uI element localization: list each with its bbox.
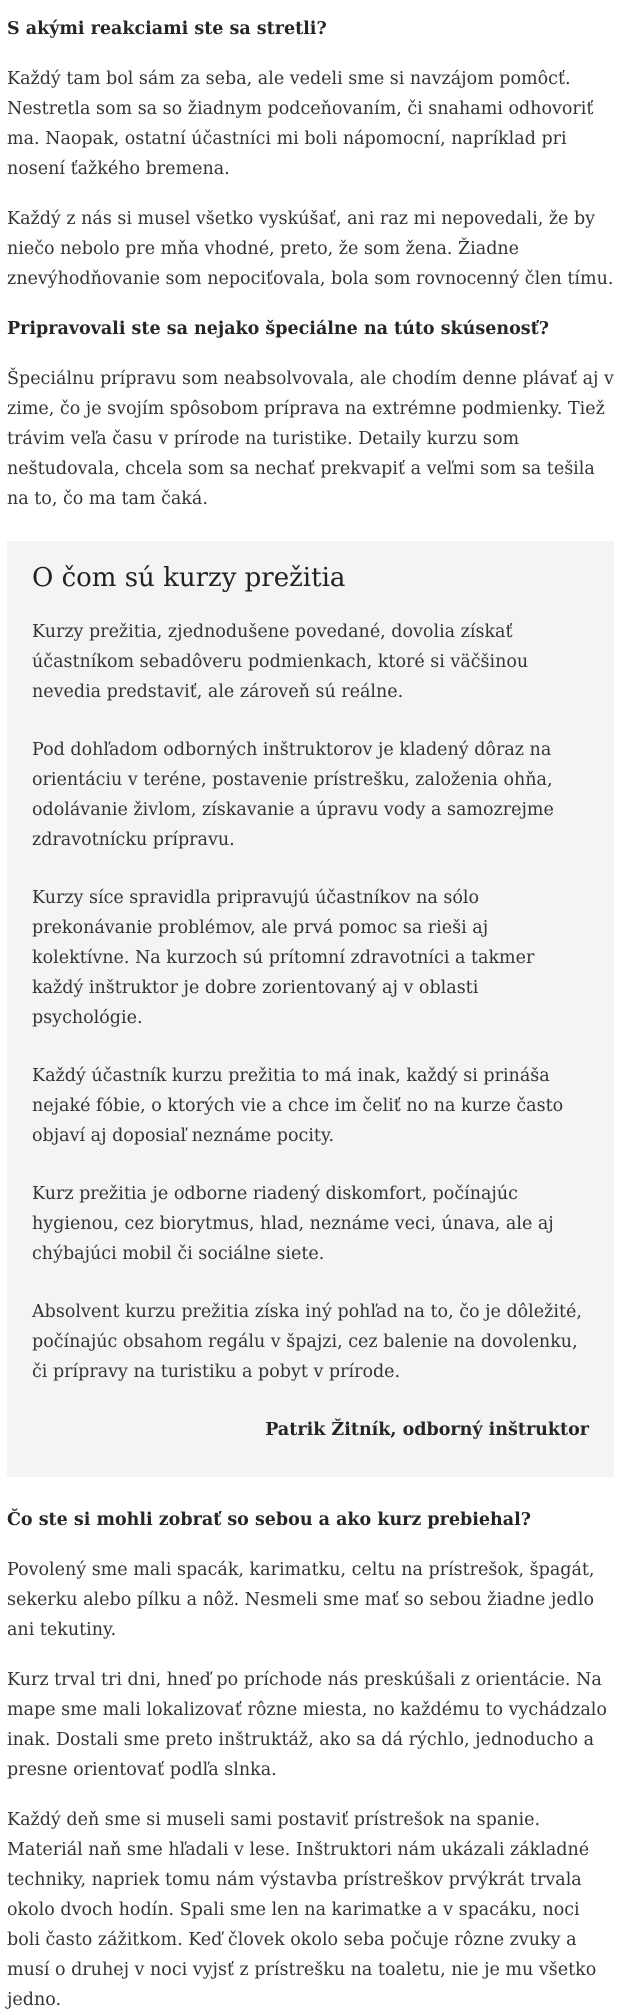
- info-box-title: O čom sú kurzy prežitia: [32, 563, 346, 593]
- info-box-signature: Patrik Žitník, odborný inštruktor: [265, 1420, 589, 1440]
- interview-question: S akými reakciami ste sa stretli?: [7, 19, 327, 39]
- info-box: [7, 541, 614, 1477]
- interview-question: Čo ste si mohli zobrať so sebou a ako kurz prebiehal?: [7, 1510, 531, 1530]
- info-box-paragraph: Každý účastník kurzu prežitia to má inak, každý si prináša nejaké fóbie, o ktorých vie a chce im čeliť no na kurze často objaví aj doposiaľ neznáme pocity.: [32, 1066, 564, 1146]
- info-box-paragraph: Pod dohľadom odborných inštruktorov je kladený dôraz na orientáciu v teréne, postavenie prístrešku, založenia ohňa, odolávanie živlom, získavanie a úpravu vody a samozrejme zdravotnícku prípravu.: [32, 740, 554, 850]
- answer-paragraph: Povolený sme mali spacák, karimatku, celtu na prístrešok, špagát, sekerku alebo pílku a nôž. Nesmeli sme mať so sebou žiadne jedlo ani tekutiny.: [7, 1560, 595, 1640]
- answer-paragraph: Každý tam bol sám za seba, ale vedeli sme si navzájom pomôcť. Nestretla som sa so žiadnym podceňovaním, či snahami odhovoriť ma. Naopak, ostatní účastníci mi boli nápomocní, napríklad pri nosení ťažkého bremena.: [7, 69, 594, 179]
- info-box-paragraph: Kurzy prežitia, zjednodušene povedané, dovolia získať účastníkom sebadôveru podmienkach, ktoré si väčšinou nevedia predstaviť, ale zároveň sú reálne.: [32, 622, 529, 702]
- answer-paragraph: Každý z nás si musel všetko vyskúšať, ani raz mi nepovedali, že by niečo nebolo pre mňa vhodné, preto, že som žena. Žiadne znevýhodňovanie som nepociťovala, bola som rovnocenný člen tímu.: [7, 209, 614, 289]
- info-box-paragraph: Absolvent kurzu prežitia získa iný pohľad na to, čo je dôležité, počínajúc obsahom regálu v špajzi, cez balenie na dovolenku, či prípravy na turistiku a pobyt v prírode.: [32, 1302, 582, 1382]
- answer-paragraph: Každý deň sme si museli sami postaviť prístrešok na spanie. Materiál naň sme hľadali v lese. Inštruktori nám ukázali základné techniky, napriek tomu nám výstavba prístreškov prvýkrát trvala okolo dvoch hodín. Spali sme len na karimatke a v spacáku, noci boli často zážitkom. Keď človek okolo seba počuje rôzne zvuky a musí o druhej v noci vyjsť z prístrešku na toaletu, nie je mu všetko jedno.: [7, 1810, 597, 2010]
- answer-paragraph: Špeciálnu prípravu som neabsolvovala, ale chodím denne plávať aj v zime, čo je svojím spôsobom príprava na extrémne podmienky. Tiež trávim veľa času v prírode na turistike. Detaily kurzu som neštudovala, chcela som sa nechať prekvapiť a veľmi som sa tešila na to, čo ma tam čaká.: [7, 369, 614, 509]
- answer-paragraph: Kurz trval tri dni, hneď po príchode nás preskúšali z orientácie. Na mape sme mali lokalizovať rôzne miesta, no každému to vychádzalo inak. Dostali sme preto inštruktáž, ako sa dá rýchlo, jednoducho a presne orientovať podľa slnka.: [7, 1670, 607, 1780]
- interview-question: Pripravovali ste sa nejako špeciálne na túto skúsenosť?: [7, 319, 549, 339]
- info-box-paragraph: Kurzy síce spravidla pripravujú účastníkov na sólo prekonávanie problémov, ale prvá pomoc sa rieši aj kolektívne. Na kurzoch sú prítomní zdravotníci a takmer každý inštruktor je dobre zorientovaný aj v oblasti psychológie.: [32, 888, 535, 1028]
- info-box-paragraph: Kurz prežitia je odborne riadený diskomfort, počínajúc hygienou, cez biorytmus, hlad, neznáme veci, únava, ale aj chýbajúci mobil či sociálne siete.: [32, 1184, 554, 1264]
